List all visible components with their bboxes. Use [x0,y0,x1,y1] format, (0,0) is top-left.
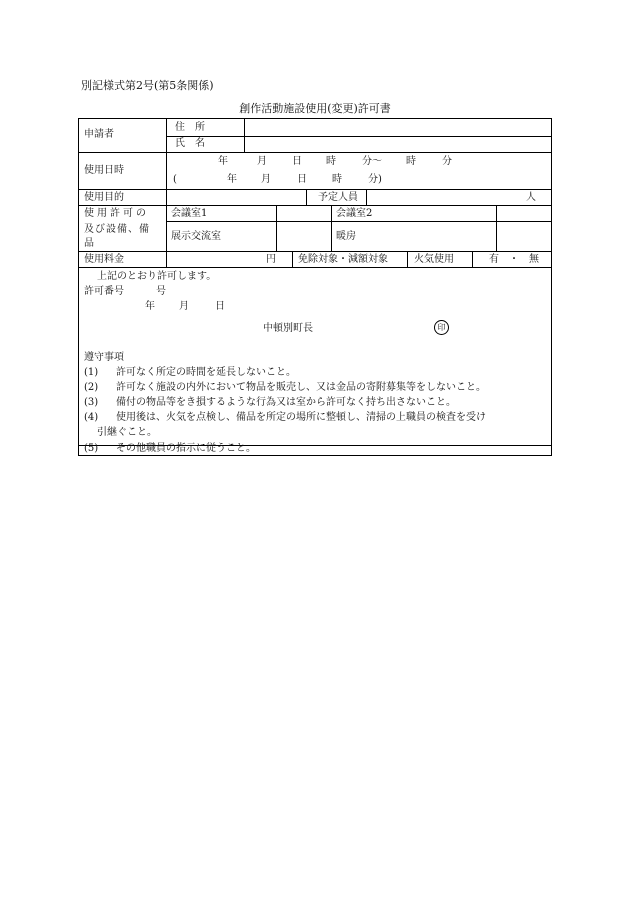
planned-people-label: 予定人員 [318,192,358,203]
column-divider [331,205,332,251]
datetime-unit: 分～ [362,156,382,167]
datetime-paren: ( [173,174,177,185]
rule-text: 許可なく施設の内外において物品を販売し、又は金品の寄附募集等をしないこと。 [116,382,486,393]
facility-check-cell[interactable] [278,223,329,249]
datetime-unit: 日 [297,174,307,185]
rule-number: (4) [84,412,99,423]
applicant-label: 申請者 [84,129,114,140]
column-divider [306,189,307,205]
people-unit: 人 [526,192,536,203]
facilities-label-line1: 使用許可の [84,208,149,219]
rule-text-continuation: 引継ぐこと。 [97,427,157,438]
address-label: 住 所 [175,122,205,133]
purpose-field[interactable] [169,192,304,205]
column-divider [292,251,293,267]
rule-number: (3) [84,397,99,408]
rule-text: 使用後は、火気を点検し、備品を所定の場所に整頓し、清掃の上職員の検査を受け [116,412,486,423]
row-divider [79,189,551,190]
facilities-label-line3: 品 [84,238,94,249]
datetime-unit: 分 [442,156,452,167]
permit-form-table [78,118,552,456]
seal-mark: 印 [434,320,449,335]
datetime-unit: 月 [257,156,267,167]
permit-date-unit: 日 [215,301,225,312]
row-divider [79,152,551,153]
datetime-unit: 分) [368,174,382,185]
facility-heating: 暖房 [336,231,356,242]
form-code: 別記様式第2号(第5条関係) [81,79,214,92]
datetime-unit: 時 [406,156,416,167]
planned-people-field[interactable] [369,192,519,205]
facility-conference-room-1: 会議室1 [171,208,208,219]
facility-conference-room-2: 会議室2 [336,208,373,219]
datetime-unit: 日 [292,156,302,167]
fee-amount-field[interactable] [169,254,264,267]
rule-text: 備付の物品等をき損するような行為又は室から許可なく持ち出さないこと。 [116,397,456,408]
row-divider [79,251,551,252]
purpose-label: 使用目的 [84,192,124,203]
exemption-label: 免除対象・減額対象 [298,254,388,265]
issuer-title: 中頓別町長 [263,323,313,334]
address-field[interactable] [247,122,549,135]
facility-check-cell[interactable] [498,223,549,249]
usage-datetime-label: 使用日時 [84,165,124,176]
column-divider [366,189,367,205]
datetime-unit: 年 [227,174,237,185]
column-divider [472,251,473,267]
column-divider [407,251,408,267]
datetime-unit: 月 [261,174,271,185]
row-divider [166,136,551,137]
rules-heading: 遵守事項 [84,352,124,363]
datetime-unit: 時 [326,156,336,167]
column-divider [276,205,277,251]
facility-check-cell[interactable] [498,207,549,220]
row-divider [79,205,551,206]
fire-use-options[interactable]: 有 ・ 無 [489,254,539,265]
facility-exhibition-room: 展示交流室 [171,231,221,242]
datetime-unit: 時 [332,174,342,185]
rule-number: (2) [84,382,99,393]
rule-text: その他職員の指示に従うこと。 [116,443,256,454]
rule-number: (1) [84,367,99,378]
datetime-unit: 年 [218,156,228,167]
column-divider [244,119,245,152]
fee-unit: 円 [266,254,276,265]
name-field[interactable] [247,138,549,151]
fire-use-label: 火気使用 [414,254,454,265]
column-divider [496,205,497,251]
permit-number-unit: 号 [156,286,166,297]
fee-label: 使用料金 [84,254,124,265]
document-title: 創作活動施設使用(変更)許可書 [239,102,391,115]
rule-text: 許可なく所定の時間を延長しないこと。 [116,367,296,378]
permit-date-unit: 月 [179,301,189,312]
facilities-label-line2: 及び設備、備 [84,224,150,235]
permit-date-unit: 年 [145,301,155,312]
permit-statement: 上記のとおり許可します。 [97,271,217,282]
column-divider [166,119,167,267]
row-divider [79,267,551,268]
rule-number: (5) [84,443,99,454]
facility-check-cell[interactable] [278,207,329,220]
row-divider [166,221,551,222]
name-label: 氏 名 [175,138,205,149]
permit-number-label: 許可番号 [84,286,124,297]
